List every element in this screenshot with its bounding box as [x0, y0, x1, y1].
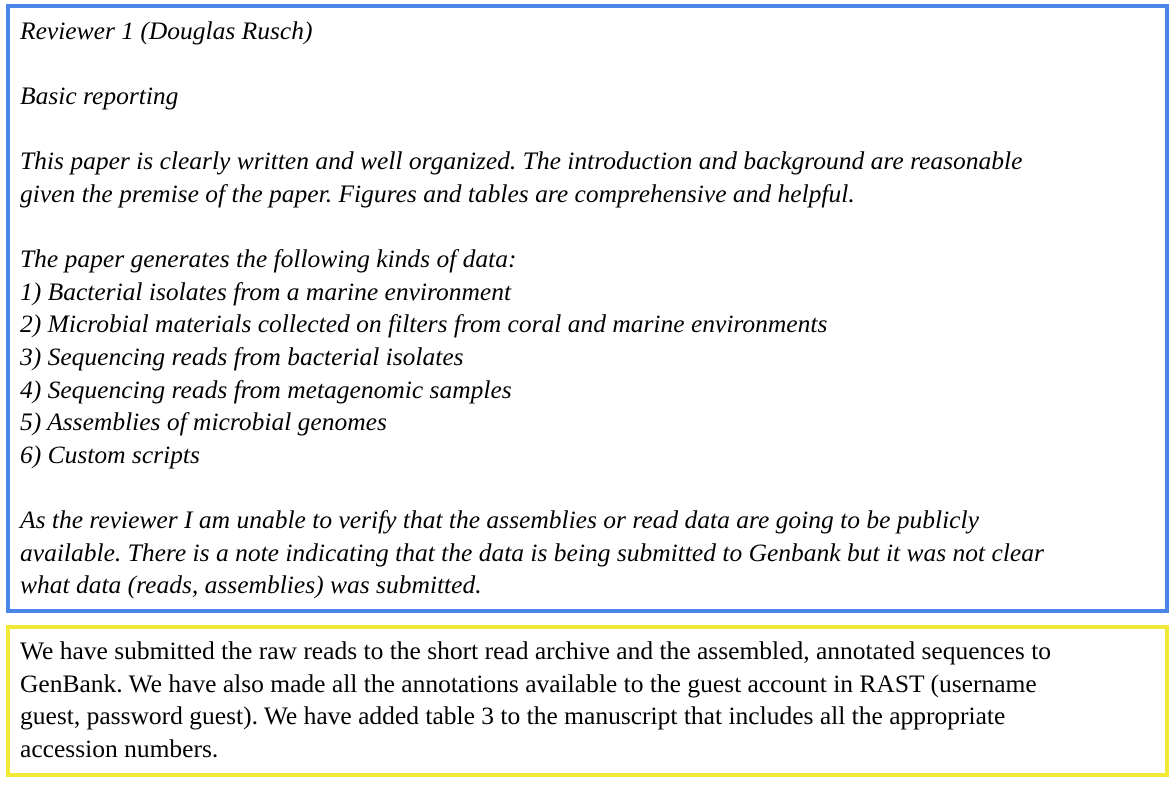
data-list-item: 5) Assemblies of microbial genomes: [20, 407, 387, 437]
response-line: GenBank. We have also made all the annotations available to the guest account in RAST (username: [20, 668, 1037, 698]
paragraph-line: given the premise of the paper. Figures and tables are comprehensive and helpful.: [20, 178, 855, 208]
data-list-item: 1) Bacterial isolates from a marine environment: [20, 276, 512, 306]
spacer: [20, 211, 1165, 244]
paragraph-line: what data (reads, assemblies) was submitted.: [20, 570, 482, 600]
review-paragraph-1: [20, 145, 1165, 210]
data-list-item: 3) Sequencing reads from bacterial isolates: [20, 341, 464, 371]
section-heading: Basic reporting: [20, 81, 179, 111]
data-list-item: 4) Sequencing reads from metagenomic samples: [20, 374, 512, 404]
response-line: guest, password guest). We have added table 3 to the manuscript that includes all the appropriate: [20, 701, 1006, 731]
data-list-intro: The paper generates the following kinds of data:: [20, 244, 517, 274]
data-list: [20, 276, 1165, 472]
response-line: accession numbers.: [20, 733, 219, 763]
author-response-box: [6, 625, 1169, 777]
reviewer-name: Reviewer 1 (Douglas Rusch): [20, 16, 313, 45]
spacer: [20, 113, 1165, 146]
data-list-item: 2) Microbial materials collected on filters from coral and marine environments: [20, 309, 828, 339]
response-line: We have submitted the raw reads to the short read archive and the assembled, annotated sequences to: [20, 636, 1052, 665]
data-list-item: 6) Custom scripts: [20, 439, 200, 469]
paragraph-line: This paper is clearly written and well organized. The introduction and background are reasonable: [20, 146, 1023, 176]
paragraph-line: As the reviewer I am unable to verify that the assemblies or read data are going to be publicly: [20, 504, 979, 534]
review-paragraph-2: [20, 504, 1165, 602]
spacer: [20, 471, 1165, 504]
reviewer-comment-box: [6, 4, 1169, 613]
spacer: [20, 48, 1165, 81]
paragraph-line: available. There is a note indicating that the data is being submitted to Genbank but it was not clear: [20, 537, 1044, 567]
